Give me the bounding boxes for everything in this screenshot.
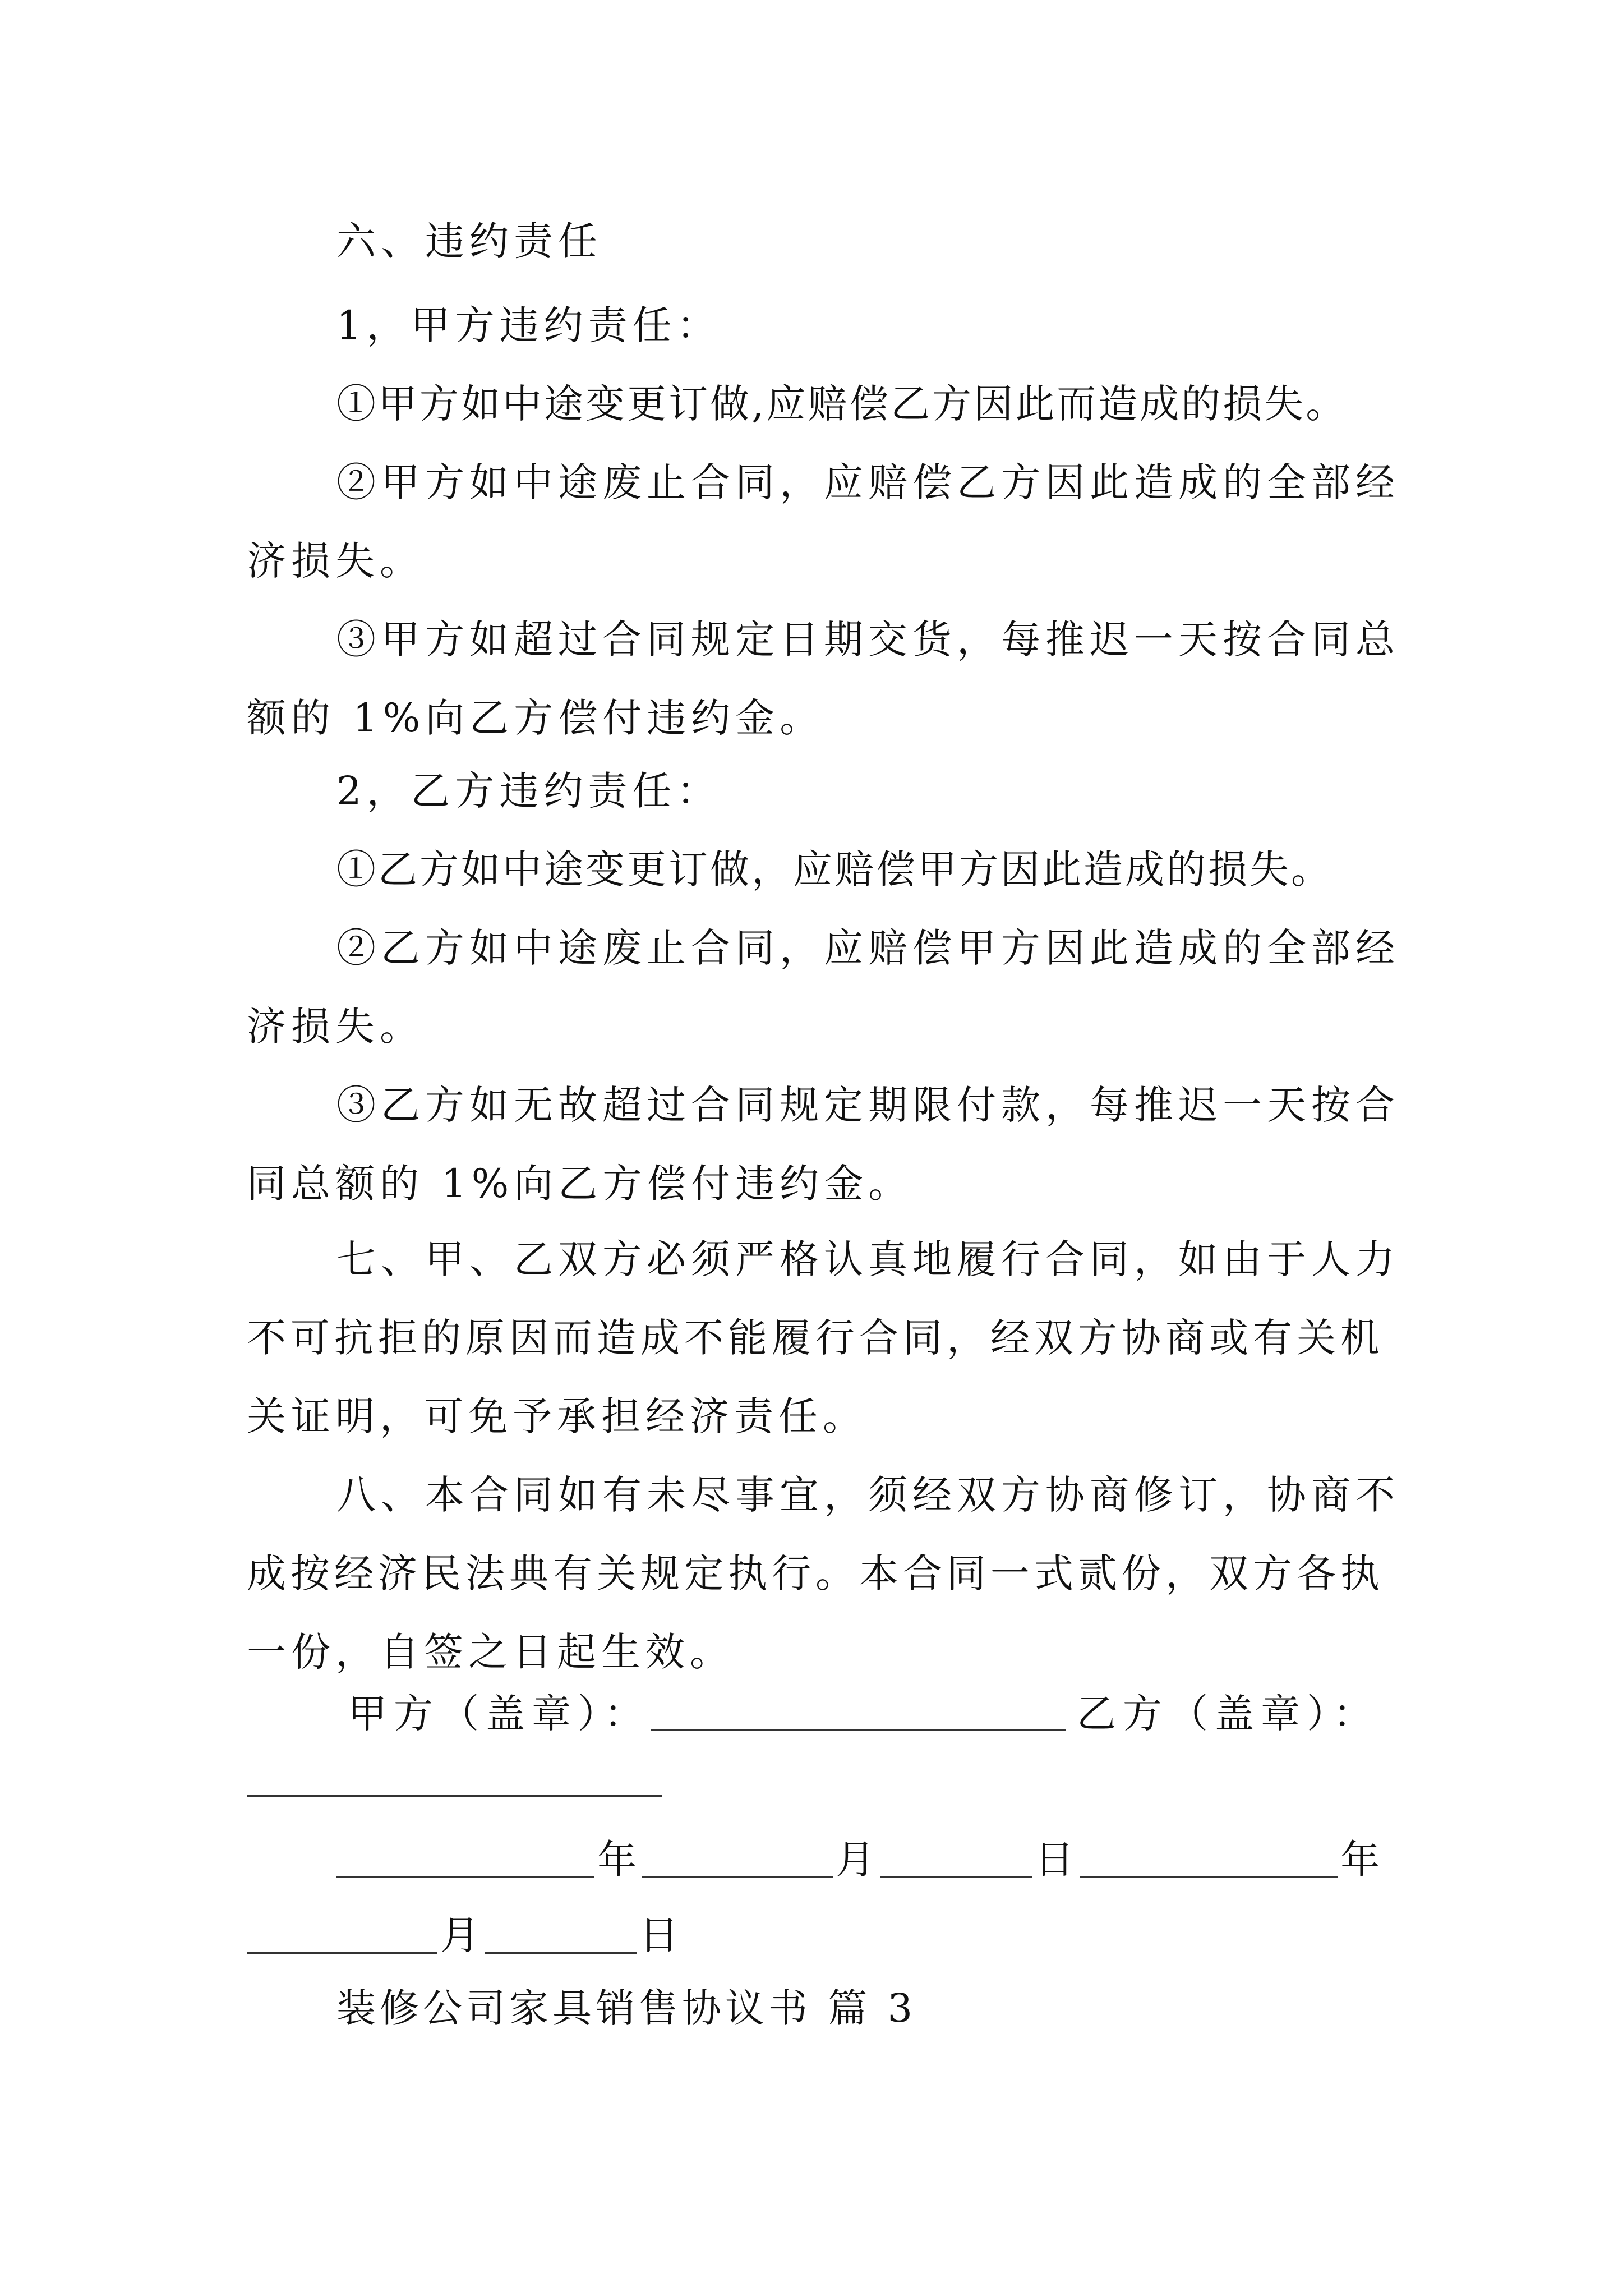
clause-item: ①乙方如中途变更订做，应赔偿甲方因此造成的损失。 xyxy=(336,846,1332,892)
clause-heading: 2，乙方违约责任： xyxy=(336,768,721,814)
party-a-signature-blank xyxy=(651,1729,1066,1731)
party-b-signature-blank xyxy=(247,1795,662,1797)
date-blank xyxy=(880,1876,1032,1878)
day-label: 日 xyxy=(1035,1837,1079,1883)
clause-item: ③乙方如无故超过合同规定期限付款，每推迟一天按合 xyxy=(336,1082,1400,1128)
clause-item: ①甲方如中途变更订做,应赔偿乙方因此而造成的损失。 xyxy=(336,381,1348,427)
clause-item: ②甲方如中途废止合同，应赔偿乙方因此造成的全部经 xyxy=(336,459,1400,505)
year-label: 年 xyxy=(1340,1837,1385,1883)
paragraph-line: 一份，自签之日起生效。 xyxy=(247,1629,734,1675)
date-blank xyxy=(485,1952,637,1954)
paragraph: 七、甲、乙双方必须严格认真地履行合同，如由于人力 xyxy=(336,1236,1400,1282)
month-label: 月 xyxy=(440,1912,485,1958)
day-label: 日 xyxy=(639,1912,684,1958)
clause-item-continued: 额的 1%向乙方偿付违约金。 xyxy=(247,695,824,741)
date-blank xyxy=(642,1876,833,1878)
paragraph-line: 关证明，可免予承担经济责任。 xyxy=(247,1393,867,1439)
party-b-seal-label: 乙方（盖章）： xyxy=(1077,1691,1379,1737)
year-label: 年 xyxy=(597,1837,642,1883)
clause-item-continued: 济损失。 xyxy=(247,538,424,584)
paragraph-line: 成按经济民法典有关规定执行。本合同一式贰份，双方各执 xyxy=(247,1550,1384,1596)
clause-item: ③甲方如超过合同规定日期交货，每推迟一天按合同总 xyxy=(336,616,1400,662)
month-label: 月 xyxy=(836,1837,880,1883)
clause-item-continued: 同总额的 1%向乙方偿付违约金。 xyxy=(247,1161,913,1207)
clause-item-continued: 济损失。 xyxy=(247,1004,424,1050)
date-blank xyxy=(247,1952,437,1954)
next-section-heading: 装修公司家具销售协议书 篇 3 xyxy=(336,1985,917,2031)
date-blank xyxy=(336,1876,594,1878)
clause-item: ②乙方如中途废止合同，应赔偿甲方因此造成的全部经 xyxy=(336,925,1400,971)
date-blank xyxy=(1080,1876,1338,1878)
paragraph: 八、本合同如有未尽事宜，须经双方协商修订，协商不 xyxy=(336,1472,1400,1518)
party-a-seal-label: 甲方（盖章）： xyxy=(348,1691,650,1737)
clause-heading: 1，甲方违约责任： xyxy=(336,302,721,348)
paragraph-line: 不可抗拒的原因而造成不能履行合同，经双方协商或有关机 xyxy=(247,1315,1384,1361)
section-heading: 六、违约责任 xyxy=(336,218,602,264)
